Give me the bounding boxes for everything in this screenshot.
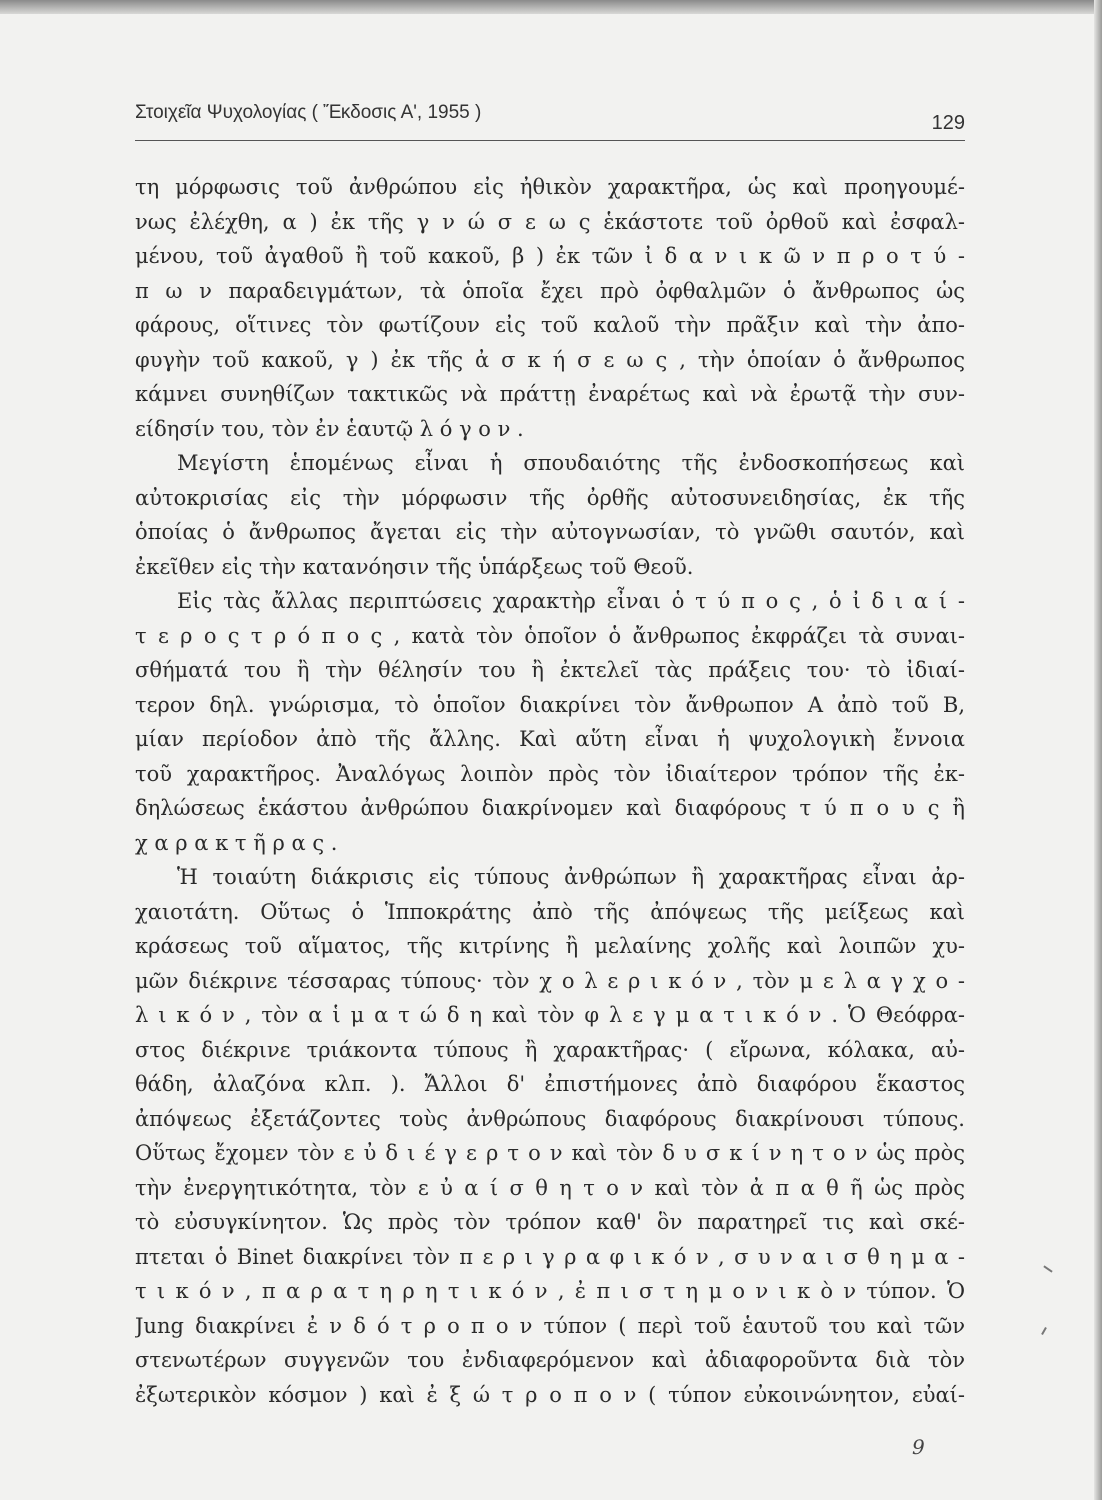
text-line: κάμνει συνηθίζων τακτικῶς νὰ πράττῃ ἐναρέτως καὶ νὰ ἐρωτᾷ τὴν συν- <box>135 382 965 406</box>
text-line: χ α ρ α κ τ ῆ ρ α ς . <box>135 830 338 855</box>
text-line: ἐκεῖθεν εἰς τὴν κατανόησιν τῆς ὑπάρξεως τοῦ Θεοῦ. <box>135 554 694 579</box>
text-line: ὁποίας ὁ ἄνθρωπος ἄγεται εἰς τὴν αὐτογνωσίαν, τὸ γνῶθι σαυτόν, καὶ <box>135 520 965 544</box>
text-line: Jung διακρίνει ἐ ν δ ό τ ρ ο π ο ν τύπον ( περὶ τοῦ ἑαυτοῦ του καὶ τῶν <box>135 1313 965 1338</box>
text-line: πτεται ὁ Binet διακρίνει τὸν π ε ρ ι γ ρ α φ ι κ ό ν , σ υ ν α ι σ θ η μ α - <box>135 1244 965 1269</box>
signature-mark: 9 <box>912 1435 925 1459</box>
text-line: τοῦ χαρακτῆρος. Ἀναλόγως λοιπὸν πρὸς τὸν ἰδιαίτερον τρόπον τῆς ἐκ- <box>135 761 965 786</box>
text-line: μῶν διέκρινε τέσσαρας τύπους· τὸν χ ο λ ε ρ ι κ ό ν , τὸν μ ε λ α γ χ ο - <box>135 968 965 993</box>
text-line: λ ι κ ό ν , τὸν α ἱ μ α τ ώ δ η καὶ τὸν φ λ ε γ μ α τ ι κ ό ν . Ὁ Θεόφρα- <box>135 1003 965 1027</box>
margin-mark <box>1043 1265 1052 1272</box>
text-line: μίαν περίοδον ἀπὸ τῆς ἄλλης. Καὶ αὕτη εἶναι ἡ ψυχολογικὴ ἔννοια <box>135 727 965 751</box>
text-line: τ ε ρ ο ς τ ρ ό π ο ς , κατὰ τὸν ὁποῖον ὁ ἄνθρωπος ἐκφράζει τὰ συναι- <box>135 623 965 648</box>
text-line: στενωτέρων συγγενῶν του ἐνδιαφερόμενον καὶ ἀδιαφοροῦντα διὰ τὸν <box>135 1348 965 1372</box>
page-number: 129 <box>931 112 965 134</box>
text-line: τ ι κ ό ν , π α ρ α τ η ρ η τ ι κ ό ν , ἐ π ι σ τ η μ ο ν ι κ ὸ ν τύπον. Ὁ <box>135 1279 965 1303</box>
text-line: θάδη, ἀλαζόνα κλπ. ). Ἄλλοι δ' ἐπιστήμονες ἀπὸ διαφόρου ἕκαστος <box>135 1072 965 1096</box>
body-text <box>135 170 965 1412</box>
margin-mark <box>1041 1327 1047 1335</box>
text-line: κράσεως τοῦ αἵματος, τῆς κιτρίνης ἢ μελαίνης χολῆς καὶ λοιπῶν χυ- <box>135 934 965 958</box>
running-head: Στοιχεῖα Ψυχολογίας ( Ἔκδοσις Α', 1955 ) <box>135 102 482 123</box>
text-line: μένου, τοῦ ἀγαθοῦ ἢ τοῦ κακοῦ, β ) ἐκ τῶν ἰ δ α ν ι κ ῶ ν π ρ ο τ ύ - <box>135 244 965 268</box>
text-line: Εἰς τὰς ἄλλας περιπτώσεις χαρακτὴρ εἶναι ὁ τ ύ π ο ς , ὁ ἰ δ ι α ί - <box>177 589 965 613</box>
page-right-shadow <box>1094 0 1102 1500</box>
text-line: νως ἐλέχθη, α ) ἐκ τῆς γ ν ώ σ ε ω ς ἑκάστοτε τοῦ ὀρθοῦ καὶ ἐσφαλ- <box>135 209 965 234</box>
text-line: τερον δηλ. γνώρισμα, τὸ ὁποῖον διακρίνει τὸν ἄνθρωπον Α ἀπὸ τοῦ Β, <box>135 692 965 717</box>
text-line: τη μόρφωσις τοῦ ἀνθρώπου εἰς ἠθικὸν χαρακτῆρα, ὡς καὶ προηγουμέ- <box>135 175 965 199</box>
text-line: Ἡ τοιαύτη διάκρισις εἰς τύπους ἀνθρώπων ἢ χαρακτῆρας εἶναι ἀρ- <box>177 865 965 889</box>
text-line: Μεγίστη ἑπομένως εἶναι ἡ σπουδαιότης τῆς ἐνδοσκοπήσεως καὶ <box>177 451 965 475</box>
text-line: φάρους, οἵτινες τὸν φωτίζουν εἰς τοῦ καλοῦ τὴν πρᾶξιν καὶ τὴν ἀπο- <box>135 313 965 337</box>
text-line: στος διέκρινε τριάκοντα τύπους ἢ χαρακτῆρας· ( εἴρωνα, κόλακα, αὐ- <box>135 1037 965 1062</box>
page-header <box>135 100 965 141</box>
text-line: είδησίν του, τὸν ἐν ἑαυτῷ λ ό γ ο ν . <box>135 416 524 441</box>
text-line: τὴν ἐνεργητικότητα, τὸν ε ὐ α ί σ θ η τ ο ν καὶ τὸν ἀ π α θ ῆ ὡς πρὸς <box>135 1175 965 1200</box>
text-line: φυγὴν τοῦ κακοῦ, γ ) ἐκ τῆς ἀ σ κ ή σ ε ω ς , τὴν ὁποίαν ὁ ἄνθρωπος <box>135 347 965 372</box>
text-line: Οὕτως ἔχομεν τὸν ε ὐ δ ι έ γ ε ρ τ ο ν καὶ τὸν δ υ σ κ ί ν η τ ο ν ὡς πρὸς <box>135 1141 965 1165</box>
text-line: ἐξωτερικὸν κόσμον ) καὶ ἐ ξ ώ τ ρ ο π ο ν ( τύπον εὐκοινώνητον, εὐαί- <box>135 1382 965 1407</box>
text-line: σθήματά του ἢ τὴν θέλησίν του ἢ ἐκτελεῖ τὰς πράξεις του· τὸ ἰδιαί- <box>135 658 965 682</box>
text-line: αὐτοκρισίας εἰς τὴν μόρφωσιν τῆς ὀρθῆς αὐτοσυνειδησίας, ἐκ τῆς <box>135 485 965 510</box>
page-top-shadow <box>0 0 1102 14</box>
text-line: τὸ εὐσυγκίνητον. Ὡς πρὸς τὸν τρόπον καθ' ὃν παρατηρεῖ τις καὶ σκέ- <box>135 1210 965 1234</box>
text-line: χαιοτάτη. Οὕτως ὁ Ἱπποκράτης ἀπὸ τῆς ἀπόψεως τῆς μείξεως καὶ <box>135 899 965 924</box>
text-line: ἀπόψεως ἐξετάζοντες τοὺς ἀνθρώπους διαφόρους διακρίνουσι τύπους. <box>135 1106 965 1131</box>
text-line: π ω ν παραδειγμάτων, τὰ ὁποῖα ἔχει πρὸ ὀφθαλμῶν ὁ ἄνθρωπος ὡς <box>135 278 965 303</box>
text-line: δηλώσεως ἑκάστου ἀνθρώπου διακρίνομεν καὶ διαφόρους τ ύ π ο υ ς ἢ <box>135 796 965 820</box>
